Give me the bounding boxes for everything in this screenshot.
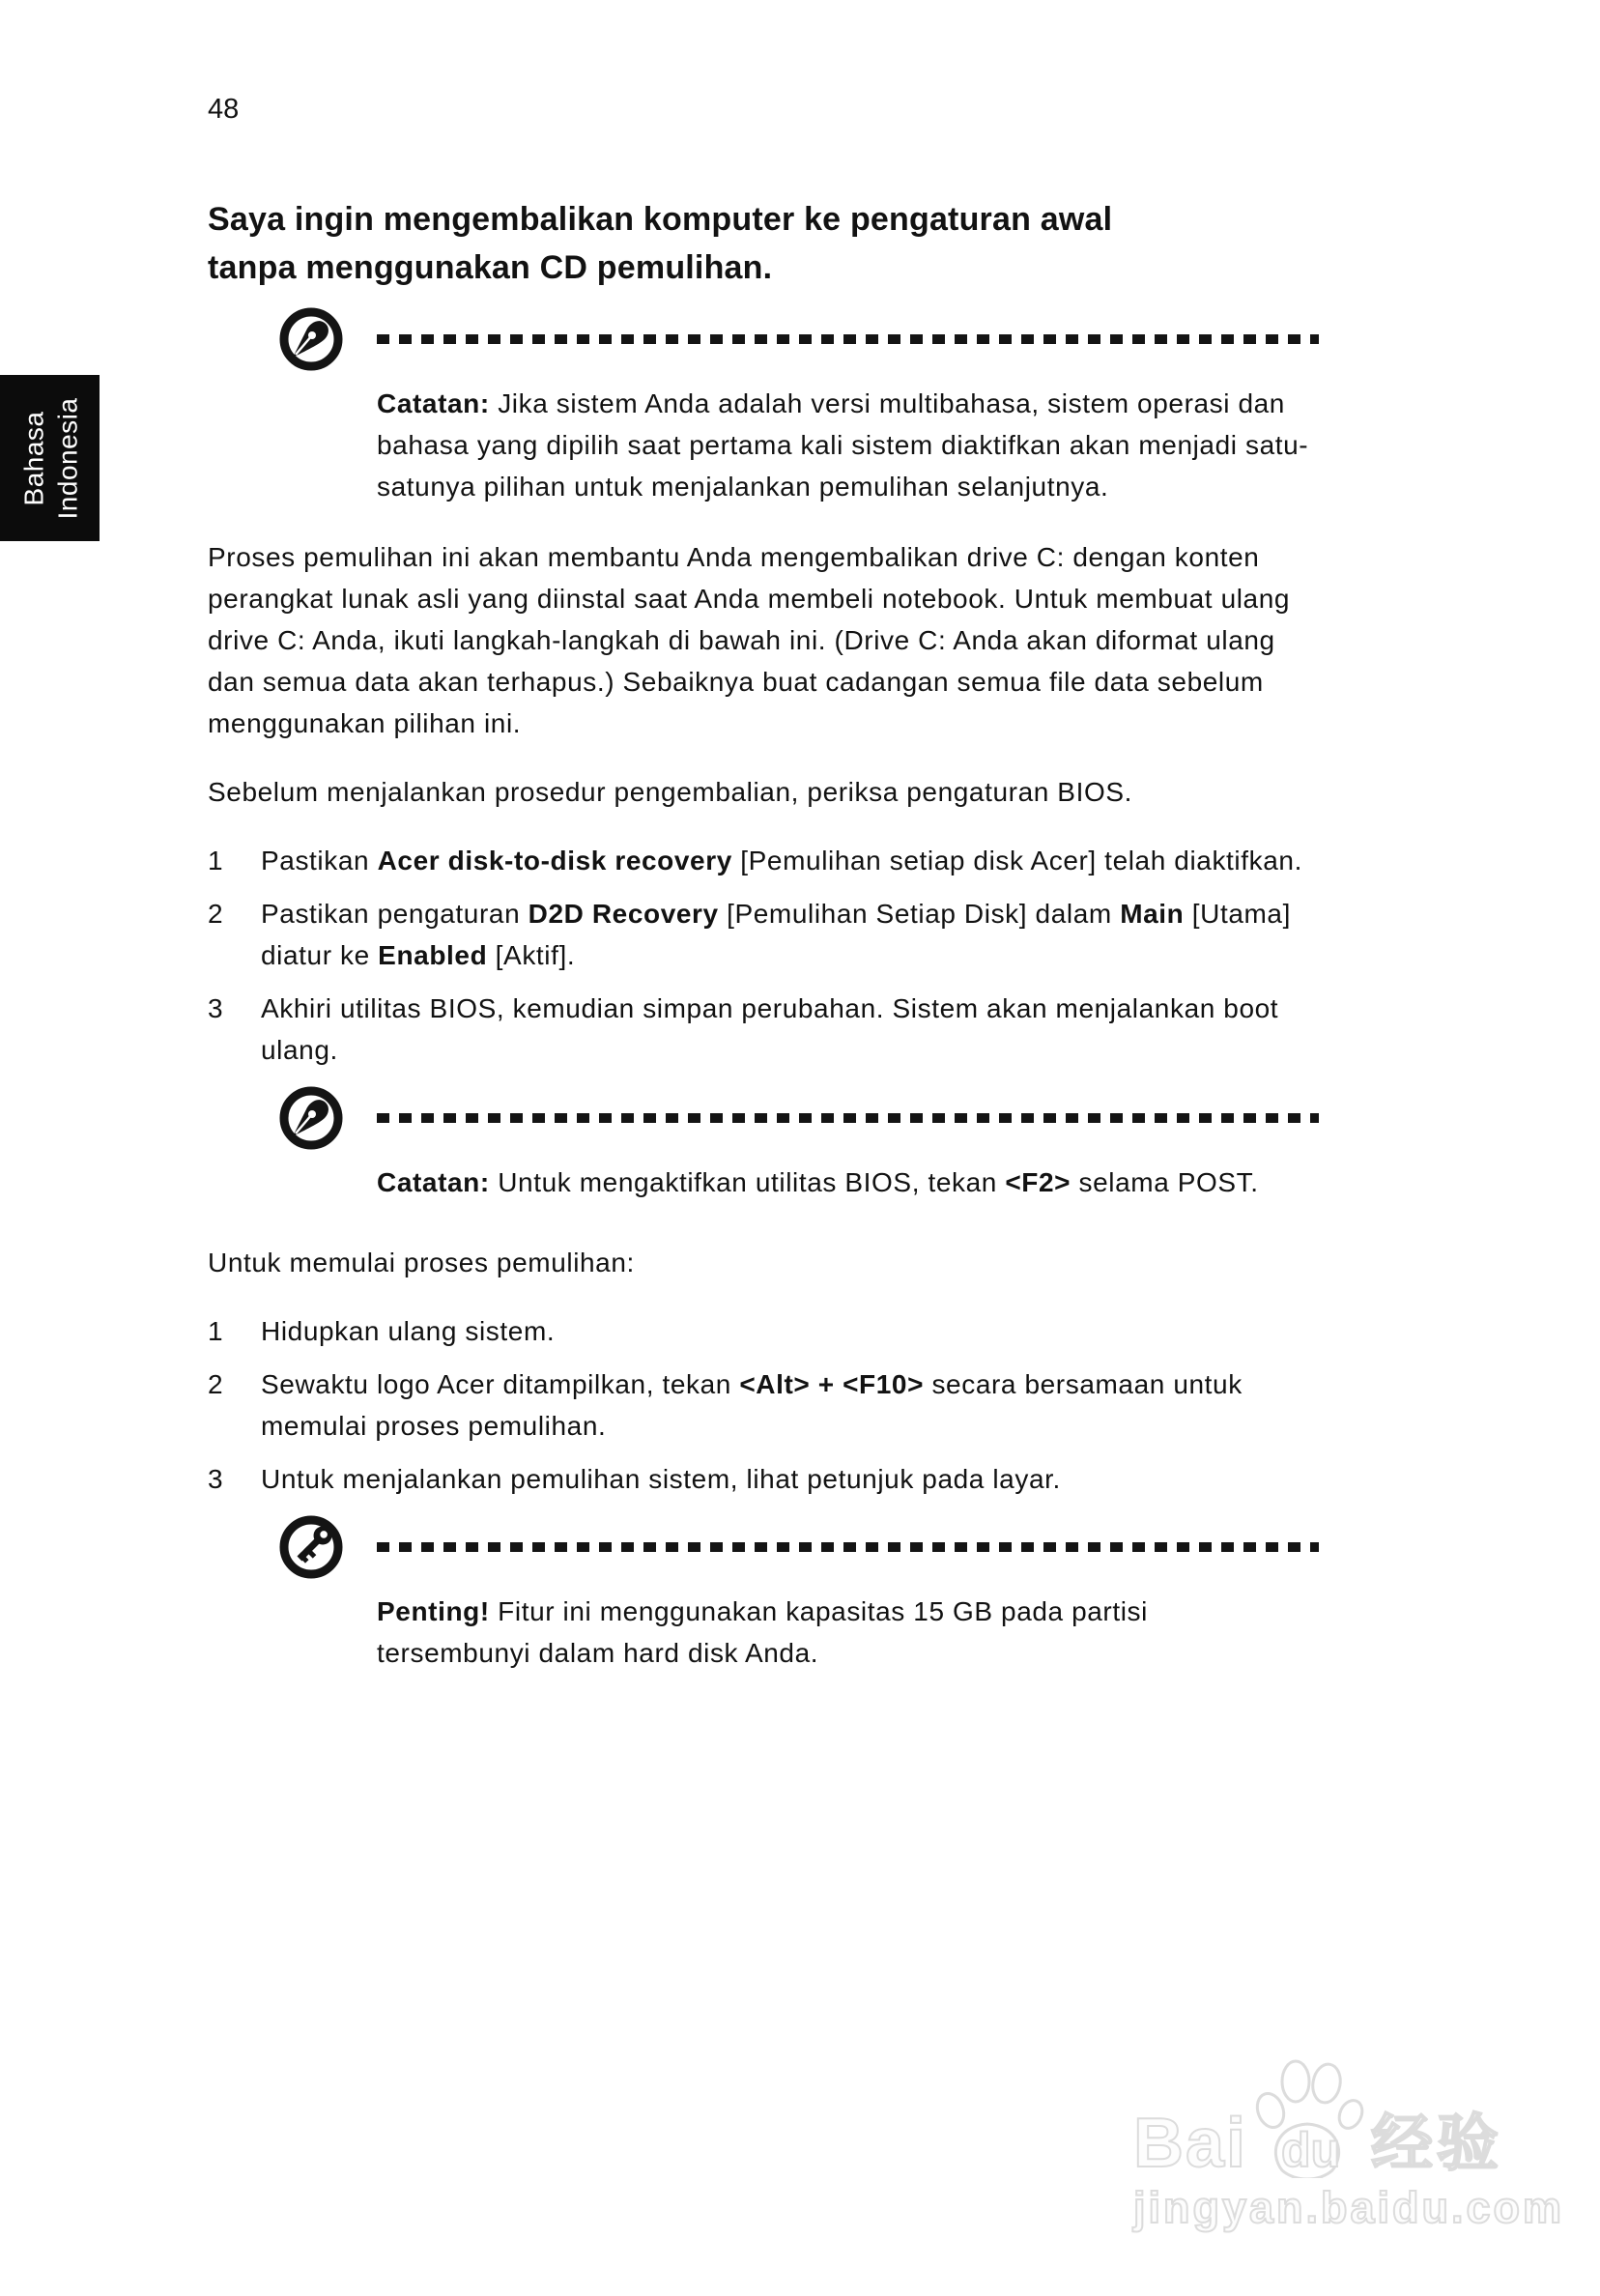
list-item-number: 3 bbox=[208, 993, 224, 1023]
list-item bbox=[208, 840, 1319, 881]
note-important bbox=[208, 1511, 1319, 1674]
baidu-watermark bbox=[1133, 2056, 1565, 2232]
list-item-number: 2 bbox=[208, 1369, 224, 1399]
baidu-paw-icon bbox=[1249, 2056, 1365, 2178]
language-tab-line-2: Indonesia bbox=[51, 397, 82, 519]
page-number: 48 bbox=[208, 94, 240, 125]
list-item-text: Akhiri utilitas BIOS, kemudian simpan perubahan. Sistem akan menjalankan boot ulang. bbox=[261, 993, 1279, 1065]
paragraph-start-recovery: Untuk memulai proses pemulihan: bbox=[208, 1248, 635, 1277]
note-header bbox=[208, 303, 1319, 375]
note-header bbox=[208, 1511, 1319, 1583]
note-text: Penting! Fitur ini menggunakan kapasitas 15 GB pada partisi tersembunyi dalam hard disk Anda. bbox=[377, 1596, 1148, 1668]
note-multilanguage bbox=[208, 303, 1319, 507]
language-tab-line-1: Bahasa bbox=[17, 411, 48, 505]
key-icon bbox=[276, 1512, 346, 1582]
note-text: Catatan: Untuk mengaktifkan utilitas BIOS, tekan <F2> selama POST. bbox=[377, 1167, 1259, 1197]
list-item-text: Hidupkan ulang sistem. bbox=[261, 1316, 556, 1346]
dotted-rule bbox=[377, 334, 1319, 344]
note-text: Catatan: Jika sistem Anda adalah versi multibahasa, sistem operasi dan bahasa yang dipilih saat pertama kali sistem diaktifkan akan menjadi satu-satunya pilihan untuk menjalankan pemulihan selanjutnya. bbox=[377, 388, 1309, 502]
list-item-number: 3 bbox=[208, 1464, 224, 1494]
list-item bbox=[208, 988, 1319, 1071]
page-title: Saya ingin mengembalikan komputer ke pengaturan awal tanpa menggunakan CD pemulihan. bbox=[208, 201, 1113, 286]
list-item-text: Sewaktu logo Acer ditampilkan, tekan <Alt> + <F10> secara bersamaan untuk memulai proses pemulihan. bbox=[261, 1369, 1243, 1441]
note-header bbox=[208, 1082, 1319, 1154]
list-item bbox=[208, 1458, 1319, 1500]
note-bios-f2 bbox=[208, 1082, 1319, 1203]
list-item-number: 1 bbox=[208, 1316, 224, 1346]
watermark-brand-right: du bbox=[1281, 2123, 1341, 2177]
page-content bbox=[208, 0, 1319, 1674]
watermark-logo-row bbox=[1133, 2056, 1510, 2182]
list-item bbox=[208, 1363, 1319, 1447]
recovery-steps-list bbox=[208, 1310, 1319, 1500]
pen-nib-icon bbox=[276, 1083, 346, 1153]
watermark-brand-cn: 经验 bbox=[1371, 2109, 1503, 2178]
list-item-number: 2 bbox=[208, 899, 224, 929]
list-item bbox=[208, 1310, 1319, 1352]
list-item-number: 1 bbox=[208, 846, 224, 875]
list-item-text: Pastikan pengaturan D2D Recovery [Pemulihan Setiap Disk] dalam Main [Utama] diatur ke Enabled [Aktif]. bbox=[261, 899, 1291, 970]
language-tab-label bbox=[0, 375, 100, 541]
watermark-brand-left: Bai bbox=[1133, 2105, 1248, 2182]
language-tab-bahasa-indonesia bbox=[0, 375, 100, 541]
dotted-rule bbox=[377, 1113, 1319, 1123]
pen-nib-icon bbox=[276, 304, 346, 374]
list-item-text: Pastikan Acer disk-to-disk recovery [Pemulihan setiap disk Acer] telah diaktifkan. bbox=[261, 846, 1302, 875]
watermark-url: jingyan.baidu.com bbox=[1133, 2183, 1565, 2232]
dotted-rule bbox=[377, 1542, 1319, 1552]
list-item bbox=[208, 893, 1319, 976]
paragraph-recovery-process: Proses pemulihan ini akan membantu Anda mengembalikan drive C: dengan konten perangkat lunak asli yang diinstal saat Anda membeli notebook. Untuk membuat ulang drive C: Anda, ikuti langkah-langkah di bawah ini. (Drive C: Anda akan diformat ulang dan semua data akan terhapus.) Sebaiknya buat cadangan semua file data sebelum menggunakan pilihan ini. bbox=[208, 542, 1291, 738]
bios-steps-list bbox=[208, 840, 1319, 1071]
list-item-text: Untuk menjalankan pemulihan sistem, lihat petunjuk pada layar. bbox=[261, 1464, 1061, 1494]
paragraph-bios-check: Sebelum menjalankan prosedur pengembalian, periksa pengaturan BIOS. bbox=[208, 777, 1132, 807]
